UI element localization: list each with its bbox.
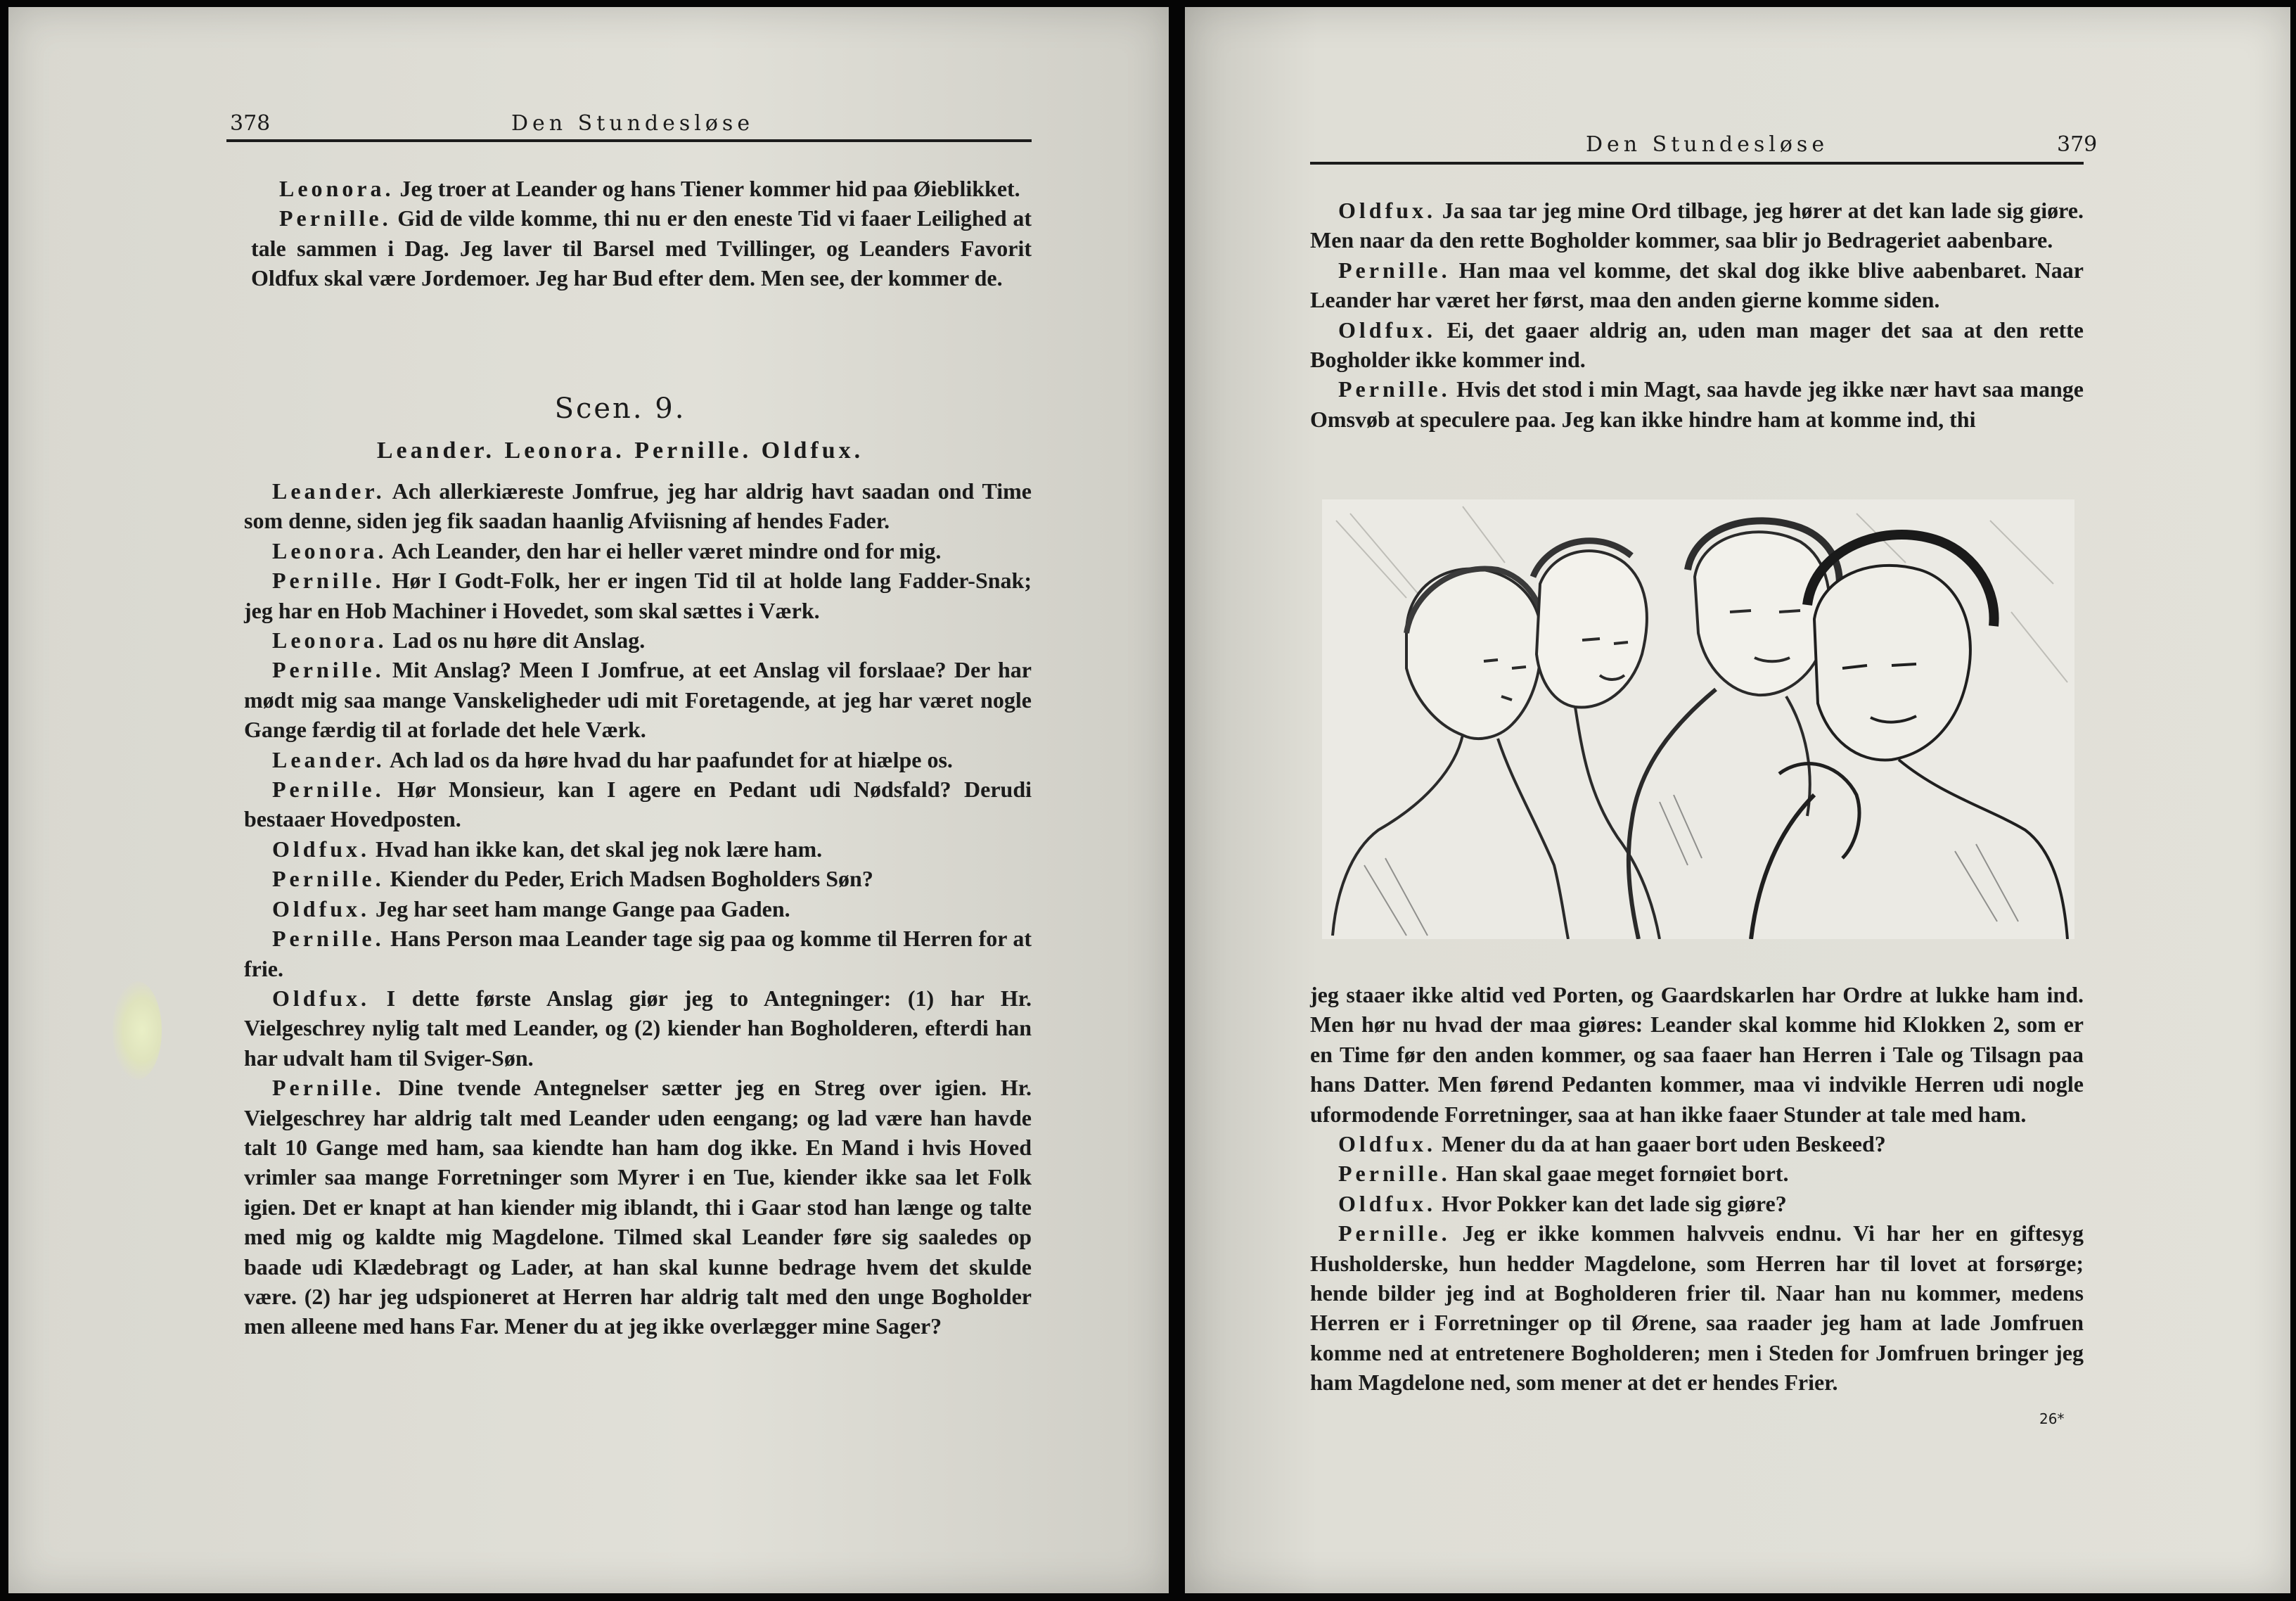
running-title: Den Stundesløse xyxy=(1586,132,1829,157)
dialogue-line: Pernille. Han skal gaae meget fornøiet bort. xyxy=(1338,1161,1789,1187)
running-title: Den Stundesløse xyxy=(511,111,755,136)
page-stain xyxy=(113,981,162,1080)
header-rule xyxy=(226,139,1032,142)
dialogue-line: Pernille. Jeg er ikke kommen halvveis endnu. Vi har her en giftesyg Husholderske, hun hedder Magdelone, som Herren har til lovet at forsørge; hende bilder jeg ind at Bogholderen frier til. Naar han nu kommer, medens Herren er i Forretninger op til Ørene, saa raader jeg ham at lade Jomfruen komme ned at entretenere Bogholderen; men i Steden for Jomfruen bringer jeg ham Magdelone ned, som mener at det er hendes Frier. xyxy=(1310,1220,2084,1396)
dialogue-line: Pernille. Hør I Godt-Folk, her er ingen Tid til at holde lang Fadder-Snak; jeg har en Hob Machiner i Hovedet, som skal sættes i Værk. xyxy=(244,568,1032,623)
text-block-bottom xyxy=(1310,980,2084,1398)
dialogue-line: Pernille. Kiender du Peder, Erich Madsen Bogholders Søn? xyxy=(272,866,873,892)
signature-mark: 26* xyxy=(2039,1410,2065,1427)
dialogue-line: Oldfux. Ei, det gaaer aldrig an, uden man mager det saa at den rette Bogholder ikke kommer ind. xyxy=(1310,317,2084,373)
page-number: 378 xyxy=(230,111,271,136)
dialogue-line: Oldfux. Ja saa tar jeg mine Ord tilbage, jeg hører at det kan lade sig giøre. Men naar da den rette Bogholder kommer, saa blir jo Bedrageriet aabenbare. xyxy=(1310,198,2084,253)
dialogue-line: Leander. Ach allerkiæreste Jomfrue, jeg har aldrig havt saadan ond Time som denne, siden jeg fik saadan haanlig Afviisning af hendes Fader. xyxy=(244,478,1032,534)
dialogue-line: jeg staaer ikke altid ved Porten, og Gaardskarlen har Ordre at lukke ham ind. Men hør nu hvad der maa giøres: Leander skal komme hid Klokken 2, som er en Time før den anden kommer, og saa faaer han Herren i Tale og Tilsagn paa hans Datter. Men førend Pedanten kommer, maa vi indvikle Herren udi nogle uformodende Forretninger, saa at han ikke faaer Stunder at tale med ham. xyxy=(1310,982,2084,1127)
text-block-main xyxy=(244,476,1032,1341)
header-rule xyxy=(1310,162,2084,165)
dialogue-line: Leander. Ach lad os da høre hvad du har paafundet for at hiælpe os. xyxy=(272,746,953,772)
dialogue-line: Oldfux. Jeg har seet ham mange Gange paa Gaden. xyxy=(272,895,790,921)
scene-cast: Leander. Leonora. Pernille. Oldfux. xyxy=(376,438,864,464)
dialogue-line: Pernille. Hvis det stod i min Magt, saa havde jeg ikke nær havt saa mange Omsvøb at speculere paa. Jeg kan ikke hindre ham at komme ind, thi xyxy=(1310,376,2084,432)
dialogue-line: Leonora. Ach Leander, den har ei heller været mindre ond for mig. xyxy=(272,537,942,563)
dialogue-line: Pernille. Han maa vel komme, det skal dog ikke blive aabenbaret. Naar Leander har været her først, maa den anden gierne komme siden. xyxy=(1310,257,2084,313)
left-page xyxy=(8,7,1169,1593)
text-block-top xyxy=(1310,196,2084,434)
dialogue-line: Pernille. Mit Anslag? Meen I Jomfrue, at eet Anslag vil forslaae? Der har mødt mig saa mange Vanskeligheder udi mit Foretagende, at jeg har været nogle Gange færdig til at forlade det hele Værk. xyxy=(244,657,1032,743)
dialogue-line: Oldfux. Hvor Pokker kan det lade sig giøre? xyxy=(1338,1190,1787,1216)
text-block-top: Leonora. Jeg troer at Leander og hans Tiener kommer hid paa Øieblikket. Pernille. Gid de vilde komme, thi nu er den eneste Tid vi faaer Leilighed at tale sammen i Dag. Jeg laver til Barsel med Tvillinger, og Leanders Favorit Oldfux skal være Jordemoer. Jeg har Bud efter dem. Men see, der kommer de. xyxy=(251,176,1032,291)
scene-title: Scen. 9. xyxy=(554,393,686,425)
dialogue-line: Oldfux. Mener du da at han gaaer bort uden Beskeed? xyxy=(1338,1131,1886,1157)
dialogue-line: Oldfux. Hvad han ikke kan, det skal jeg nok lære ham. xyxy=(272,836,823,862)
dialogue-line: Pernille. Dine tvende Antegnelser sætter jeg en Streg over igien. Hr. Vielgeschrey har aldrig talt med Leander uden eengang; og lad være han havde talt 10 Gange med ham, saa kiendte han ham dog ikke. En Mand i hvis Hoved vrimler saa mange Forretninger som Myrer i en Tue, kiender ikke saa let Folk igien. Det er knapt at han kiender mig iblandt, thi i Gaar stod han længe og talte med mig og kaldte mig Magdelone. Tilmed skal Leander føre sig saaledes op baade udi Klædebragt og Lader, at han skal kunne bedrage hvem det skulde være. (2) har jeg udspioneret at Herren har aldrig talt med den unge Bogholder men alleene med hans Far. Mener du at jeg ikke overlægger mine Sager? xyxy=(244,1075,1032,1339)
dialogue-line: Leonora. Lad os nu høre dit Anslag. xyxy=(272,627,646,653)
right-page xyxy=(1185,7,2290,1593)
dialogue-line: Oldfux. I dette første Anslag giør jeg to Antegninger: (1) har Hr. Vielgeschrey nylig talt med Leander, og (2) kiender han Bogholderen, efterdi han har udvalt ham til Sviger-Søn. xyxy=(244,985,1032,1071)
page-number: 379 xyxy=(2057,132,2098,157)
engraving-illustration xyxy=(1322,499,2074,939)
dialogue-line: Pernille. Hør Monsieur, kan I agere en Pedant udi Nødsfald? Derudi bestaaer Hovedposten. xyxy=(244,777,1032,832)
dialogue-line: Pernille. Hans Person maa Leander tage sig paa og komme til Herren for at frie. xyxy=(244,926,1032,981)
